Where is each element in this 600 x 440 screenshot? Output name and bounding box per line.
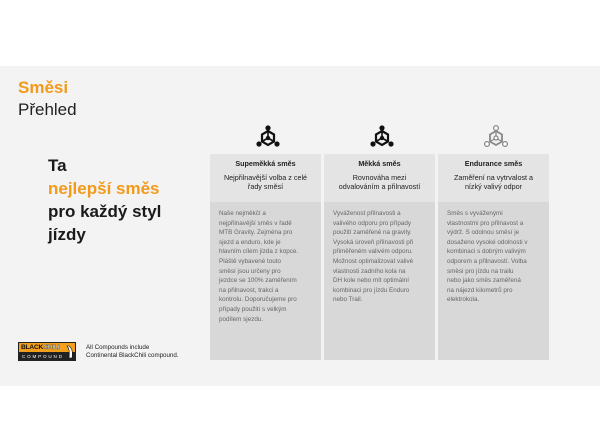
supersoft-compound-icon xyxy=(254,124,282,152)
column-title: Měkká směs xyxy=(358,159,401,168)
blackchili-logo xyxy=(18,342,76,362)
column-header xyxy=(210,154,321,202)
soft-compound-icon xyxy=(368,124,396,152)
chili-pepper-icon xyxy=(64,345,74,359)
tagline-line-3: pro každý styl xyxy=(48,202,162,221)
tagline-line-1: Ta xyxy=(48,156,67,175)
column-subtitle: Zaměření na vytrvalost a nízký valivý odpor xyxy=(453,173,534,191)
column-subtitle: Nejpřilnavější volba z celé řady směsí xyxy=(223,173,308,191)
logo-compound-label: COMPOUND xyxy=(18,353,76,361)
column-header xyxy=(324,154,435,202)
column-title: Supeměkká směs xyxy=(235,159,296,168)
slide-subtitle: Přehled xyxy=(18,100,77,119)
endurance-compound-icon xyxy=(482,124,510,152)
column-description: Směs s vyváženými vlastnostmi pro přilnavost a výdrž. S odolnou směsí je dosaženo vysoké odolnosti v kombinaci s dobrým valivým odporem a přilnavostí. Volba směsi pro jízdu na trailu nebo jako směs zaměřená na nájezd kilometrů pro elektrokola. xyxy=(447,210,528,304)
compound-column-supersoft xyxy=(210,154,321,360)
compound-note: All Compounds include Continental BlackChili compound. xyxy=(86,344,179,359)
tagline xyxy=(48,154,161,246)
column-header xyxy=(438,154,549,202)
tagline-line-2: nejlepší směs xyxy=(48,179,160,198)
column-description: Naše nejměkčí a nejpřilnavější směs v řadě MTB Gravity. Zejména pro sjezd a enduro, kde je hlavním cílem jízda z kopce. Pláště vybavené touto směsí jsou určeny pro jezdce se 100% zaměřením na přilnavost, trakci a kontrolu. Doporučujeme pro případy použití s velkým podílem sjezdu. xyxy=(219,210,299,323)
compound-column-endurance xyxy=(438,154,549,360)
logo-wordmark: BLACKCHILI xyxy=(18,342,76,353)
tagline-line-4: jízdy xyxy=(48,225,86,244)
compound-column-soft xyxy=(324,154,435,360)
slide-title: Směsi xyxy=(18,78,69,97)
column-description: Vyváženost přilnavosti a valivého odporu pro případy použití zaměřené na gravity. Vysoká úroveň přilnavosti při přiměřeném valivém odporu. Možnost optimalizovat valivé vlastnosti zadního kola na DH kole nebo mít optimální kombinaci pro jízdu Enduro nebo Trail. xyxy=(333,210,414,304)
column-title: Endurance směs xyxy=(464,159,523,168)
column-subtitle: Rovnováha mezi odvalováním a přilnavostí xyxy=(338,173,421,191)
